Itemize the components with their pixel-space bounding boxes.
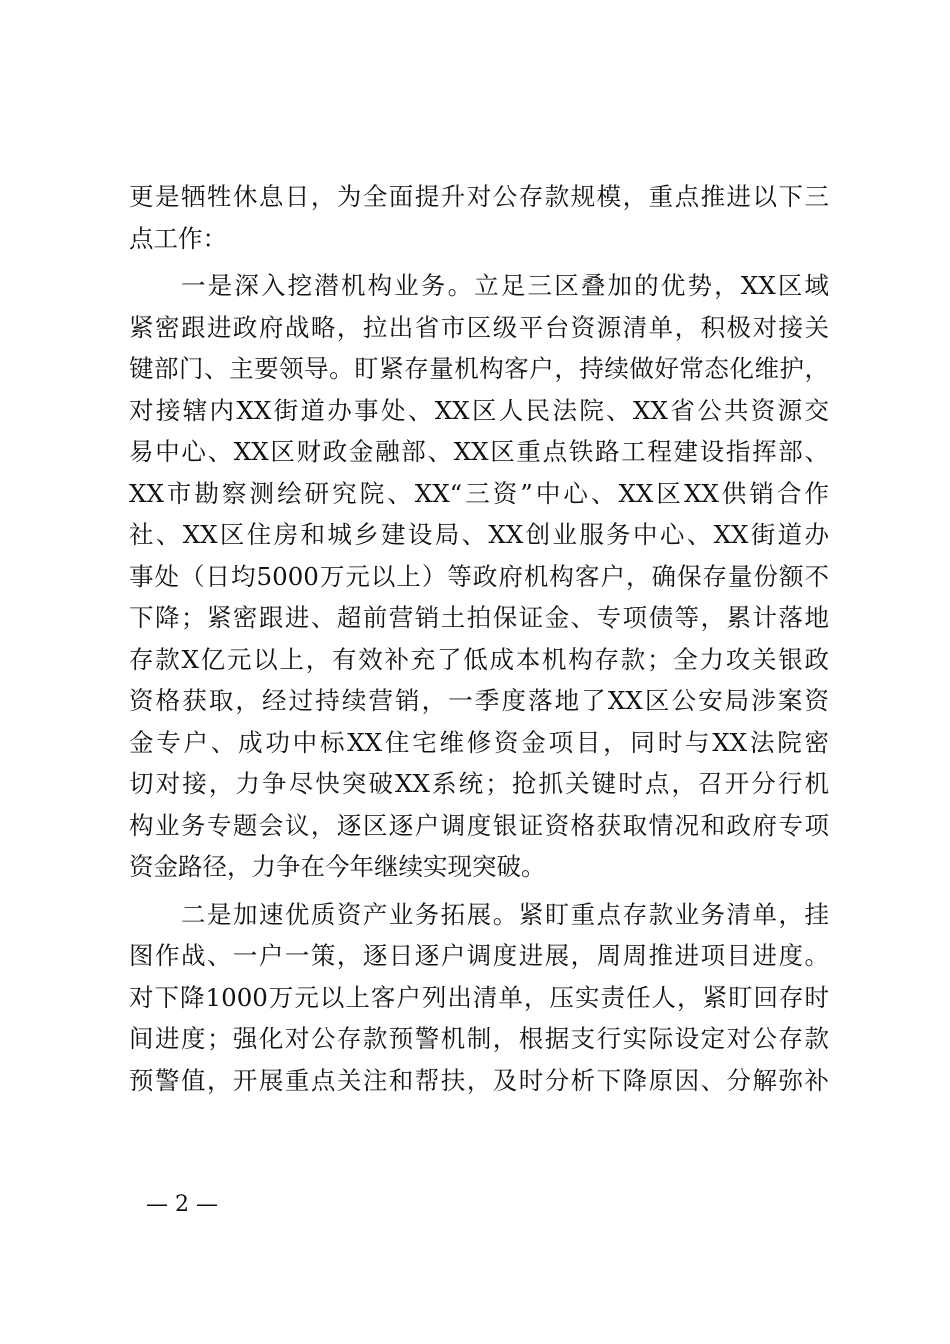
text-line: 预警值，开展重点关注和帮扶，及时分析下降原因、分解弥补 (129, 1065, 829, 1095)
text-line: 易中心、XX区财政金融部、XX区重点铁路工程建设指挥部、 (129, 437, 829, 466)
text-line: 构业务专题会议，逐区逐户调度银证资格获取情况和政府专项 (129, 810, 829, 840)
text-line: XX市勘察测绘研究院、XX“三资”中心、XX区XX供销合作 (129, 478, 829, 508)
text-line: 事处（日均5000万元以上）等政府机构客户，确保存量份额不 (129, 561, 829, 591)
text-line: 一是深入挖潜机构业务。立足三区叠加的优势，XX区域 (181, 271, 829, 300)
text-line: 点工作： (129, 223, 227, 253)
text-line: 存款X亿元以上，有效补充了低成本机构存款；全力攻关银政 (129, 644, 829, 674)
text-line: 更是牺牲休息日，为全面提升对公存款规模，重点推进以下三 (129, 182, 829, 211)
text-line: 键部门、主要领导。盯紧存量机构客户，持续做好常态化维护， (129, 354, 829, 383)
text-line: 金专户、成功中标XX住宅维修资金项目，同时与XX法院密 (129, 727, 829, 757)
text-line: 对下降1000万元以上客户列出清单，压实责任人，紧盯回存时 (129, 982, 829, 1012)
text-line: 切对接，力争尽快突破XX系统；抢抓关键时点，召开分行机 (129, 769, 829, 798)
text-line: 间进度；强化对公存款预警机制，根据支行实际设定对公存款 (129, 1024, 829, 1053)
body-text (129, 176, 829, 1101)
page-number: — 2 — (146, 1192, 218, 1217)
text-line: 资格获取，经过持续营销，一季度落地了XX区公安局涉案资 (129, 686, 829, 715)
text-line: 对接辖内XX街道办事处、XX区人民法院、XX省公共资源交 (129, 395, 829, 425)
text-line: 图作战、一户一策，逐日逐户调度进展，周周推进项目进度。 (129, 941, 829, 970)
text-line: 资金路径，力争在今年继续实现突破。 (129, 852, 546, 881)
text-line: 紧密跟进政府战略，拉出省市区级平台资源清单，积极对接关 (129, 312, 829, 342)
text-line: 下降；紧密跟进、超前营销土拍保证金、专项债等，累计落地 (129, 603, 829, 632)
text-line: 二是加速优质资产业务拓展。紧盯重点存款业务清单，挂 (181, 899, 829, 929)
text-line: 社、XX区住房和城乡建设局、XX创业服务中心、XX街道办 (129, 520, 829, 549)
